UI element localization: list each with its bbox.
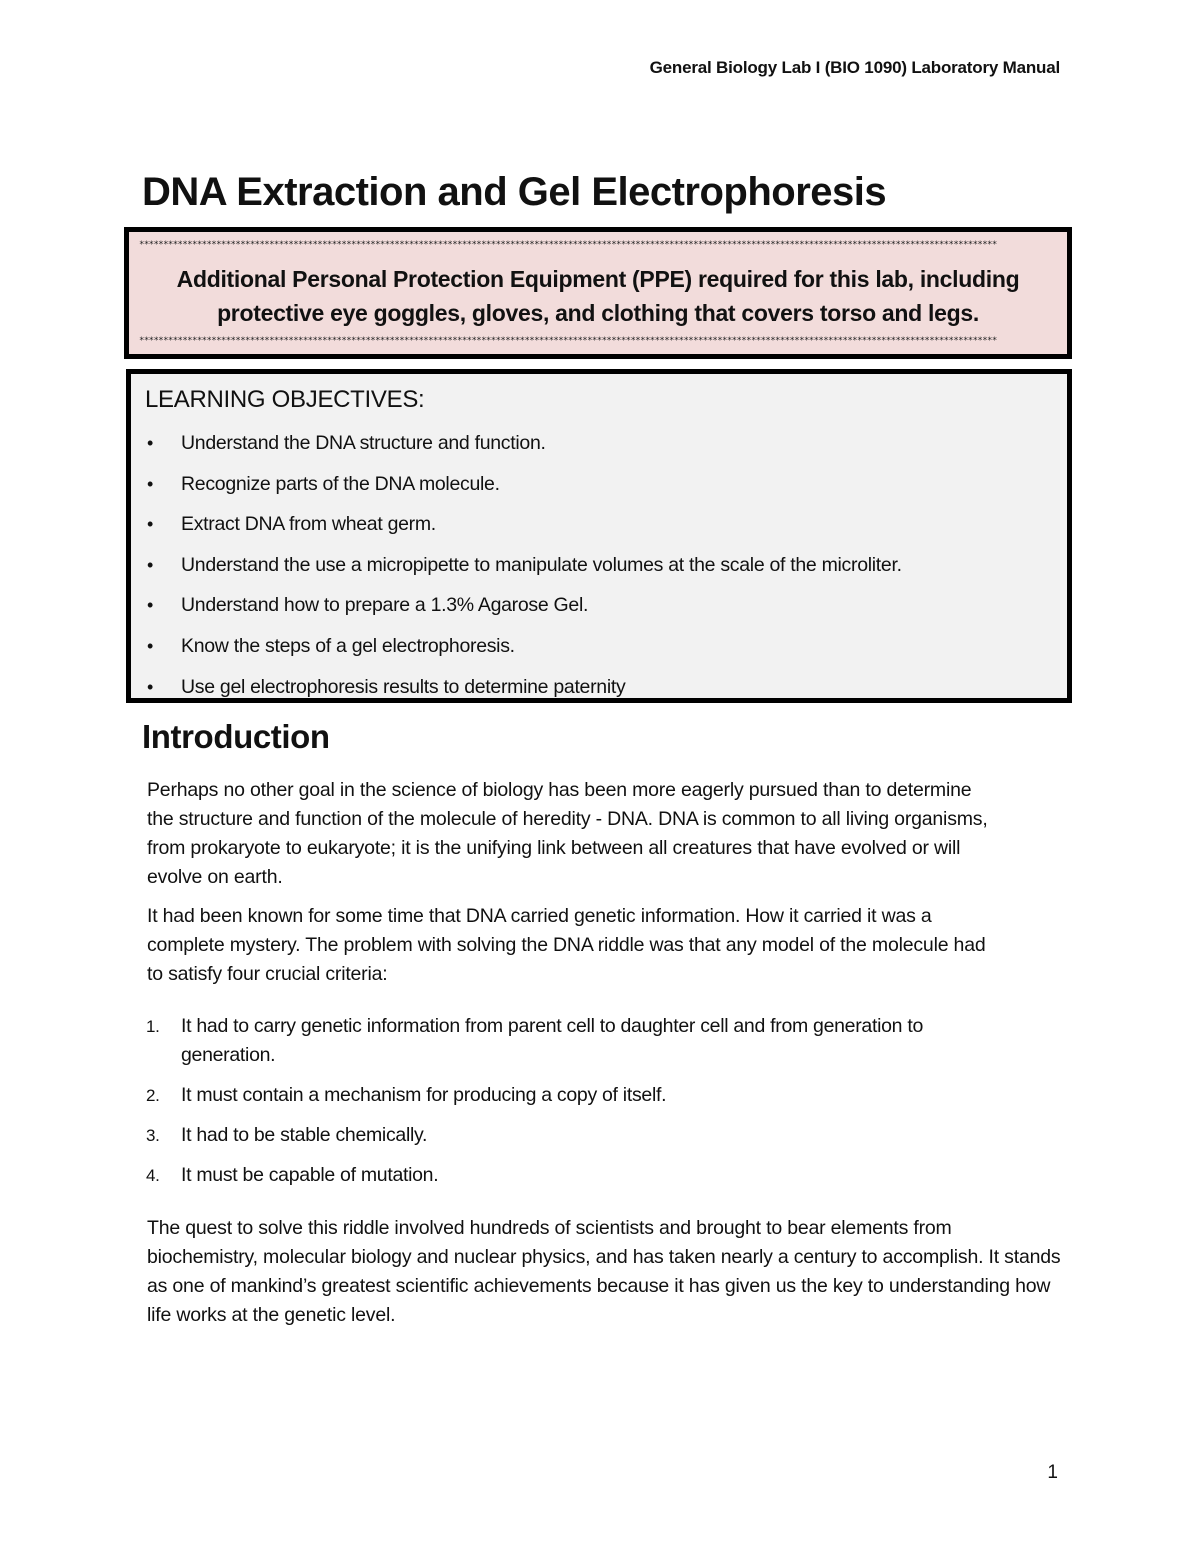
- bullet-icon: •: [147, 473, 154, 494]
- objective-item: [131, 590, 902, 631]
- criteria-item: [146, 1121, 946, 1150]
- bullet-icon: •: [147, 514, 154, 535]
- criteria-text: It had to carry genetic information from parent cell to daughter cell and from generation to generation.: [181, 1015, 923, 1066]
- running-header: General Biology Lab I (BIO 1090) Laboratory Manual: [649, 58, 1060, 77]
- criteria-text: It had to be stable chemically.: [181, 1124, 428, 1146]
- bullet-icon: •: [147, 554, 154, 575]
- introduction-heading: Introduction: [142, 718, 330, 755]
- learning-objectives-heading: LEARNING OBJECTIVES:: [145, 386, 425, 413]
- criteria-number: 1.: [146, 1017, 160, 1036]
- objective-item: [131, 550, 902, 591]
- learning-objectives-list: [131, 428, 902, 712]
- page-title: DNA Extraction and Gel Electrophoresis: [142, 170, 887, 214]
- ppe-star-border-bottom: **********************************************************************************************************************************************************************************: [139, 336, 997, 346]
- criteria-number: 4.: [146, 1166, 160, 1185]
- bullet-icon: •: [147, 676, 154, 697]
- objective-item: [131, 631, 902, 672]
- objective-item: [131, 469, 902, 510]
- criteria-item: [146, 1081, 946, 1110]
- objective-item: [131, 672, 902, 713]
- page-number: 1: [1047, 1462, 1058, 1483]
- ppe-notice-box: [124, 227, 1072, 359]
- objective-item: [131, 428, 902, 469]
- introduction-paragraph-3: The quest to solve this riddle involved hundreds of scientists and brought to bear elements from biochemistry, molecular biology and nuclear physics, and has taken nearly a century to accomplish. It stands as one of mankind’s greatest scientific achievements because it has given us the key to understanding how life works at the genetic level.: [147, 1217, 1061, 1326]
- criteria-text: It must be capable of mutation.: [181, 1164, 439, 1186]
- ppe-notice-text: Additional Personal Protection Equipment (PPE) required for this lab, including protective eye goggles, gloves, and clothing that covers torso and legs.: [176, 266, 1020, 326]
- objective-text: Extract DNA from wheat germ.: [181, 513, 436, 536]
- criteria-number: 3.: [146, 1126, 160, 1145]
- ppe-star-border-top: **********************************************************************************************************************************************************************************: [139, 240, 997, 250]
- objective-text: Understand how to prepare a 1.3% Agarose Gel.: [181, 594, 589, 617]
- criteria-item: [146, 1161, 946, 1190]
- criteria-text: It must contain a mechanism for producing a copy of itself.: [181, 1084, 667, 1106]
- introduction-paragraph-2: It had been known for some time that DNA carried genetic information. How it carried it was a complete mystery. The problem with solving the DNA riddle was that any model of the molecule had to satisfy four crucial criteria:: [147, 905, 986, 985]
- objective-text: Recognize parts of the DNA molecule.: [181, 472, 500, 495]
- bullet-icon: •: [147, 635, 154, 656]
- objective-text: Understand the use a micropipette to manipulate volumes at the scale of the microliter.: [181, 553, 902, 576]
- objective-item: [131, 509, 902, 550]
- objective-text: Understand the DNA structure and function.: [181, 432, 546, 454]
- bullet-icon: •: [147, 433, 154, 453]
- objective-text: Know the steps of a gel electrophoresis.: [181, 634, 515, 657]
- criteria-number: 2.: [146, 1086, 160, 1105]
- objective-text: Use gel electrophoresis results to determine paternity: [181, 675, 626, 698]
- introduction-paragraph-1: Perhaps no other goal in the science of biology has been more eagerly pursued than to determine the structure and function of the molecule of heredity - DNA. DNA is common to all living organisms, from prokaryote to eukaryote; it is the unifying link between all creatures that have evolved or will evolve on earth.: [147, 779, 988, 888]
- learning-objectives-box: [126, 369, 1072, 703]
- criteria-item: [146, 1012, 946, 1070]
- bullet-icon: •: [147, 595, 154, 616]
- criteria-list: [146, 1012, 946, 1201]
